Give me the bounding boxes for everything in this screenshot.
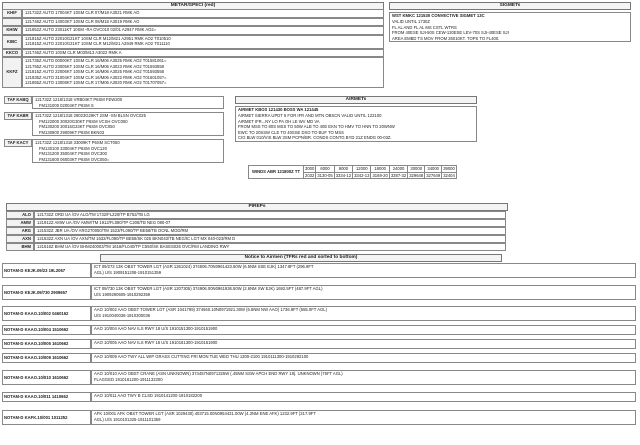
- notam-row: [2, 392, 636, 402]
- metar-row: [2, 35, 384, 49]
- notam-line: AAO 10/002 AAO OBST TOWER LGT (ASR 1041799) 374940.10N0971921.30W (6.8NM NW AAO) 1736.9FT (555.0FT AGL): [94, 307, 327, 312]
- metar-line: 121815Z AUTO 22010G21KT 10SM CLR M12/M21 A2951 RMK AO2 T010510: [25, 35, 171, 41]
- metar-row: [2, 57, 384, 88]
- winds-value: 3130-05: [317, 172, 333, 178]
- metar-station: [2, 18, 22, 27]
- winds-altitude: 9000: [334, 166, 352, 173]
- winds-value: 3387-32: [390, 172, 407, 178]
- metar-line: 121855Z AUTO 13008KT 10SM CLR 17/M06 A3020 RMK AO2 T01707057=: [25, 80, 167, 85]
- notam-text: [91, 325, 636, 335]
- airmet-box: [235, 106, 477, 142]
- metar-line: 121815Z AUTO 22006KT 10SM CLR 16/M06 A3025 RMK AO2 T01593558: [25, 69, 164, 74]
- taf-station: TAF KABQ: [4, 96, 32, 104]
- notam-line: AGL) U/S 1909151206-1910151359: [94, 269, 162, 275]
- notam-header: Notice to Airmen (TFRs red and sorted to bottom): [100, 254, 502, 262]
- notam-line: AAO 10/011 AAO TWY B CLSD 1910141200-1910182200: [94, 393, 203, 398]
- pirep-station: AMW: [6, 219, 34, 227]
- pirep-station: ARG: [6, 227, 34, 235]
- notam-row: [2, 353, 636, 363]
- pirep-row: [6, 227, 506, 235]
- notam-line: ICT 09/273 13K OBST TOWER LGT (ASR 1261024) 374506.70N0961423.60W (6.5NM SSE EJK) 1347.8FT (296.9FT: [94, 264, 314, 269]
- winds-value: 3169-20: [372, 172, 388, 178]
- sigmet-header: SIGMETs: [389, 2, 631, 10]
- notam-row: [2, 410, 636, 425]
- taf-line: FM131600 06003KT P6SM OVC050=: [39, 156, 110, 162]
- taf-line: FM131000 02004KT P6SM S: [39, 102, 94, 108]
- sigmet-title: WST KMKC 121530 CONVECTIVE SIGMET 13C: [392, 13, 485, 18]
- notam-row: [2, 370, 636, 385]
- airmet-line: AIRMET IFR...NY LO PA OH LE WV MD VA: [238, 118, 320, 124]
- pirep-text: 121616Z BHM UA /OV BHM240003/TM 1616/FL040/TP C550/SK BASES026 OVC/RM LANDING RWY: [34, 243, 506, 251]
- taf-block: [4, 96, 224, 109]
- winds-value: 3342-13: [354, 172, 370, 178]
- winds-aloft: [248, 165, 457, 179]
- taf-station: TAF KACY: [4, 139, 32, 147]
- taf-text: [32, 112, 224, 136]
- sigmet-line: AREA EMBD TS MOV FROM 26010KT. TOPS TO FL400.: [392, 35, 500, 41]
- metar-text: [22, 57, 384, 88]
- notam-id: NOTAM-D KEJK.09/23 19L2067: [2, 263, 91, 278]
- sigmet-line: FL AL AND FL AL MS CSTL WTRS: [392, 24, 457, 30]
- pirep-text: 121732Z ORD UA /OV ALO/TM 1732/FL220/TP B752/TB LG: [34, 211, 506, 219]
- metar-line: 121746Z AUTO 10SM CLR M03/M13 A3022 RMK A: [25, 49, 122, 55]
- notam-text: [91, 353, 636, 363]
- winds-altitude: 24000: [389, 166, 407, 173]
- notam-id: NOTAM-D KAAO.10/004 1510662: [2, 325, 91, 335]
- notam-line: FLAGGED 1910161200-1911132300: [94, 376, 163, 382]
- taf-line: FM130200 30015G23KT P6SM OVC050: [39, 124, 115, 129]
- taf-text: [32, 96, 224, 109]
- sigmet-line: VALID UNTIL 1730Z: [392, 19, 430, 24]
- notam-line: ICT 09/730 13K OBST TOWER LGT (ASR 1207305) 374906.00N0961936.50W (2.6NM SW EJK) 1692.5FT (487.9FT AGL): [94, 286, 323, 291]
- notam-line: AAO 10/009 AAO TWY ALL WIP GRASS CUTTING FRI MON TUE WED THU 1300-2100 1910111300-1910292100: [94, 354, 309, 359]
- metar-line: 121732Z AUTO 17004KT 10SM CLR 07/M18 A3021 RMK AO: [25, 10, 140, 15]
- notam-id: NOTAM-D KEJK.09/730 2909657: [2, 285, 91, 300]
- notam-text: [91, 306, 636, 321]
- taf-line: FM130900 29009KT P6SM BKN03: [39, 129, 105, 135]
- winds-altitude: 39000: [443, 166, 455, 171]
- taf-block: [4, 112, 224, 136]
- taf-block: [4, 139, 224, 163]
- metar-text: [22, 18, 384, 27]
- winds-label: WINDS ABR 121800Z TT: [249, 166, 304, 179]
- pirep-table: [6, 211, 506, 251]
- winds-altitude: 18000: [371, 166, 389, 173]
- notam-row: [2, 285, 636, 300]
- airmet-line: CIG BLW 010/VIS BLW 3SM PCPN/BR. CONDS CONTG BYD 21Z ENDG 00-03Z.: [238, 135, 392, 140]
- metar-station: KKFZ: [2, 57, 22, 88]
- taf-section: [4, 96, 224, 166]
- taf-line: 121732Z 1218/1318 VRB04KT P6SM FEW200: [35, 97, 123, 102]
- pirep-station: AXN: [6, 235, 34, 243]
- metar-text: [22, 9, 384, 18]
- winds-altitude: 3000: [305, 166, 315, 171]
- notam-text: [91, 339, 636, 349]
- winds-value: 327649: [426, 172, 441, 178]
- notam-id: NOTAM-D KAFK.10/001 1011252: [2, 410, 91, 425]
- pirep-text: 121912Z AMW UA /OV AMW/TM 1912/FL080/TP C208/TB NEG 080-07: [34, 219, 506, 227]
- pirep-row: [6, 235, 506, 243]
- pirep-row: [6, 243, 506, 251]
- metar-row: [2, 18, 384, 27]
- notam-id: NOTAM-D KAAO.10/011 1410662: [2, 392, 91, 402]
- notam-line: U/S 1910040036-1910300036: [94, 312, 151, 318]
- winds-altitude: 30000: [408, 166, 425, 173]
- metar-line: 121746Z AUTO 14003KT 10SM CLR 08/M18 A3019 RMK AO: [25, 18, 140, 24]
- metar-line: 121852Z AUTO 23011KT 10SM -RA OVC010 02/01 A2947 RMK AO2=: [25, 27, 157, 32]
- pirep-station: BHM: [6, 243, 34, 251]
- taf-line: 121732Z 1218/1318 29023G29KT 2SM -SN BLSN OVC025: [35, 113, 146, 118]
- taf-line: FM130100 33004KT P6SM OVC120: [39, 145, 107, 151]
- winds-value: 329648: [409, 172, 424, 178]
- taf-line: 121732Z 1218/1318 33009KT P6SM SCT050: [35, 140, 120, 145]
- notam-text: [91, 285, 636, 300]
- notam-line: AFK 10/001 AFK OBST TOWER LGT (ASR 1029430) 403715.00N0954431.00W (4.3NM ENE AFK) 1232.9FT (317.9FT: [94, 411, 316, 416]
- metar-table: [2, 9, 384, 88]
- airmet-line: EWC TO 20SSW CLE TO 40SSE DXO TO BUF TO MSS: [238, 129, 344, 135]
- sigmet-text: [390, 19, 630, 41]
- pirep-text: 121632Z AXN UA /OV AXN/TM 1632/FL090/TP BE58/SK 025 BKN043/TB NEG/IC LGT MX 040-023/RM D: [34, 235, 506, 243]
- metar-station: KHIW: [2, 26, 22, 35]
- notam-row: [2, 339, 636, 349]
- metar-line: 121835Z AUTO 31004KT 10SM CLR 16/M06 A3022 RMK AO2 T0160105?=: [25, 74, 167, 80]
- airmet-line: FROM MSS TO 80S MSS TO 50W ALB TO 40E EKN TO HMV TO HNN TO 20WNW: [238, 124, 395, 129]
- metar-text: [22, 49, 384, 58]
- metar-station: KKCO: [2, 49, 22, 58]
- metar-line: 121755Z AUTO 23005KT 10SM CLR 16/M06 A3023 RMK AO2 T01593558: [25, 63, 164, 69]
- pirep-row: [6, 219, 506, 227]
- winds-altitude: 6000: [316, 166, 334, 173]
- taf-line: FM122000 30020G30KT P6SM VCSH OVC050: [39, 118, 128, 124]
- taf-text: [32, 139, 224, 163]
- metar-text: [22, 26, 384, 35]
- notam-text: [91, 410, 636, 425]
- airmet-header: AIRMETs: [235, 96, 477, 104]
- airmet-line: AIRMET SIERRA UPDT 6 FOR IFR AND MTN OBSCN VALID UNTIL 122100: [238, 113, 382, 118]
- taf-line: FM131200 35004KT P6SM OVC300: [39, 151, 107, 156]
- metar-text: [22, 35, 384, 49]
- metar-station: KIBC: [2, 35, 22, 49]
- airmet-text: [236, 113, 476, 141]
- sigmet-box: [389, 12, 631, 42]
- winds-value: 3334-12: [335, 172, 352, 178]
- taf-station: TAF KABR: [4, 112, 32, 120]
- notam-text: [91, 392, 636, 402]
- notam-line: U/S 1909290605-1910292359: [94, 291, 151, 297]
- notam-line: AAO 10/010 AAO OBST CRANE (ASN UNKNOWN) 374457N0971325W (.45NM SSW APCH END RWY 18). UNKNOWN (75FT AGL): [94, 371, 343, 376]
- pirep-text: 121532Z JBR UA /OV ARG270050/TM 1523/FL090/TP BE58/TB OCNL MOD/RM: [34, 227, 506, 235]
- winds-altitude: 34000: [425, 166, 442, 173]
- winds-value: 2032: [305, 172, 315, 178]
- winds-value: 32404: [443, 172, 455, 178]
- notam-line: AAO 10/005 AAO NAV ILS RWY 18 U/S 1910161300-1910161900: [94, 340, 218, 345]
- metar-line: 121735Z AUTO 00000KT 10SM CLR 16/M06 A3025 RMK AO2 T01581061=: [25, 58, 167, 63]
- winds-altitude: 12000: [353, 166, 371, 173]
- pirep-station: ALO: [6, 211, 34, 219]
- metar-header: METAR/SPECI (red): [2, 2, 384, 10]
- notam-row: [2, 263, 636, 278]
- metar-row: [2, 26, 384, 35]
- notam-text: [91, 370, 636, 385]
- metar-row: [2, 9, 384, 18]
- notam-id: NOTAM-D KAAO.10/010 1610662: [2, 370, 91, 385]
- notam-id: NOTAM-D KAAO.10/005 1610662: [2, 339, 91, 349]
- metar-line: 121815Z AUTO 22010G21KT 10SM CLR M12/M21 A2949 RMK AO2 T011110: [25, 41, 170, 46]
- notam-id: NOTAM-D KAAO.10/009 1610662: [2, 353, 91, 363]
- notam-text: [91, 263, 636, 278]
- pirep-header: PIREPs: [6, 203, 508, 211]
- notam-line: AAO 10/004 AAO NAV ILS RWY 18 U/S 1910151300-1910151900: [94, 326, 218, 331]
- notam-row: [2, 306, 636, 321]
- notam-line: AGL) U/S 1910101325-1911101359: [94, 416, 161, 422]
- notam-id: NOTAM-D KAAO.10/002 0460162: [2, 306, 91, 321]
- metar-station: KHIF: [2, 9, 22, 18]
- sigmet-line: FROM 40ESE SJI-50S CEW-130ESE LEV-70S SJI-40ESE SJI: [392, 30, 509, 35]
- airmet-title: AIRMET KBOS 121430 BOSS WA 121445: [238, 107, 319, 112]
- notam-row: [2, 325, 636, 335]
- metar-row: [2, 49, 384, 58]
- pirep-row: [6, 211, 506, 219]
